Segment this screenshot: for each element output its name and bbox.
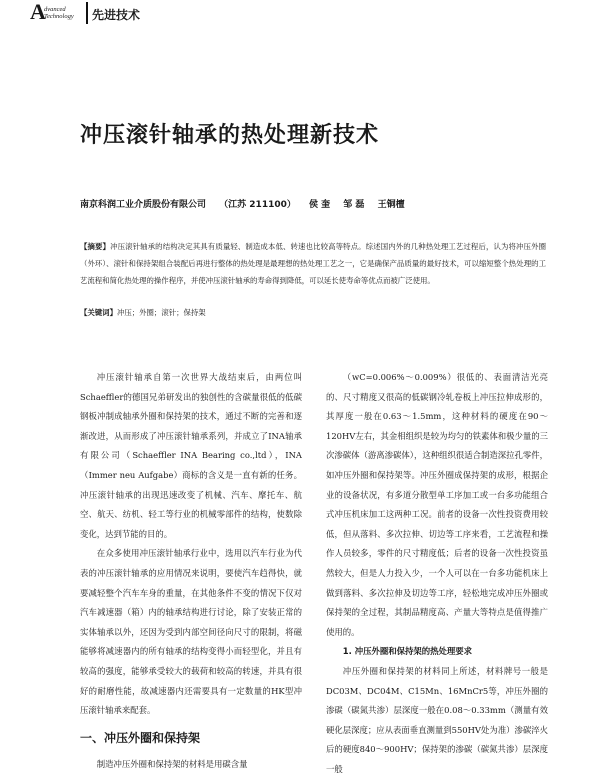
body-column-left [80,368,302,774]
abstract-text: 冲压滚针轴承的结构决定其具有质量轻、制造成本低、转速也比较高等特点。综述国内外的几种热处理工艺过程后，认为将冲压外圈（外环）、滚针和保持架组合装配后再进行整体的热处理是最理想的热处理工艺之一，它是确保产品质量的最好技术，可以缩短整个热处理的工艺流程和简化热处理的操作程序，并使冲压滚针轴承的寿命得到降低，可以延长使寿命等优点而被广泛使用。 [80,242,546,285]
section-label: 先进技术 [92,8,141,22]
keywords [80,304,546,321]
author-name: 王铜檀 [377,200,405,210]
affiliation: 南京科润工业介质股份有限公司 [80,200,207,210]
body-column-right [326,368,548,779]
article-title: 冲压滚针轴承的热处理新技术 [80,123,380,148]
logo-word-advanced: dvanced [44,6,66,13]
address: （江苏 211100） [219,200,296,210]
author-name: 邹 磊 [343,200,365,210]
journal-logo [30,2,82,24]
keywords-label: 【关键词】 [80,308,117,317]
body-paragraph: （wC=0.006%～0.009%）很低的、表面清洁光亮的、尺寸精度又很高的低碳钢冷轧卷板上冲压拉伸成形的，其厚度一般在0.63～1.5mm，这种材料的硬度在90～120HV左右，其金相组织是较为均匀的铁素体和极少量的三次渗碳体（游离渗碳体），这种组织很适合制造深拉孔零件，如冲压外圈和保持架等。冲压外圈成保持架的成形，根据企业的设备状况，有多道分散型单工序加工或一台多功能组合式冲压机床加工这两种工况。前者的设备一次性投资费用较低，但从落料、多次拉伸、切边等工序来看，工艺流程和操作人员较多，零件的尺寸精度低；后者的设备一次性投资虽然较大，但是人力投入少，一个人可以在一台多功能机床上做到落料、多次拉伸及切边等工序，轻松地完成冲压外圈或保持架的全过程，其制品精度高、产量大等特点是值得推广使用的。 [326,372,548,637]
body-paragraph: 冲压滚针轴承自第一次世界大战结束后，由两位叫Schaeffler的德国兄弟研发出的独创性的含碳量很低的低碳钢板冲制成轴承外圈和保持架的技术，通过不断的完善和逐渐改进，从而形成了冲压滚针轴承系列，并成立了INA轴承有限公司（Schaeffler INA Bearing co.,ltd），INA（Immer neu Aufgabe）商标的含义是一直有新的任务。冲压滚针轴承的出现迅速改变了机械、汽车、摩托车、航空、航天、纺机、轻工等行业的机械零部件的结构，使数除变化，达到节能的目的。 [80,372,302,539]
abstract-label: 【摘要】 [80,242,111,251]
keywords-text: 冲压；外圈；滚针；保持架 [116,308,206,317]
header-divider [86,2,88,24]
logo-letter: A [30,0,46,24]
body-paragraph: 制造冲压外圈和保持架的材料是用碳含量 [96,758,248,769]
body-paragraph: 冲压外圈和保持架的材料同上所述，材料牌号一般是DC03M、DC04M、C15Mn、16MnCr5等，冲压外圈的渗碳（碳氮共渗）层深度一般在0.08～0.33mm（测量有效硬化层深度；应从表面垂直测量到550HV处为准）渗碳淬火后的硬度840～900HV；保持架的渗碳（碳氮共渗）层深度一般 [326,665,548,774]
section-heading: 一、冲压外圈和保持架 [80,730,201,745]
author-name: 侯 奎 [309,200,331,210]
author-line [80,197,415,210]
body-paragraph: 在众多使用冲压滚针轴承行业中，选用以汽车行业为代表的冲压滚针轴承的应用情况来说明，要使汽车趋得快，就要减轻整个汽车车身的重量，在其他条件不变的情况下仅对汽车减速器（箱）内的轴承结构进行讨论，除了安装正常的实体轴承以外，还因为受到内部空间径向尺寸的限制，将磁能够将减速器内的所有轴承的结构变得小而轻型化，并且有较高的强度，能够承受较大的载荷和较高的转速，并具有很好的耐磨性能，故减速器内还需要具有一定数量的HK型冲压滚针轴承来配套。 [80,548,302,716]
logo-word-technology: Technology [44,13,74,20]
abstract [80,238,546,289]
subsection-heading: 1. 冲压外圈和保持架的热处理要求 [342,646,472,657]
